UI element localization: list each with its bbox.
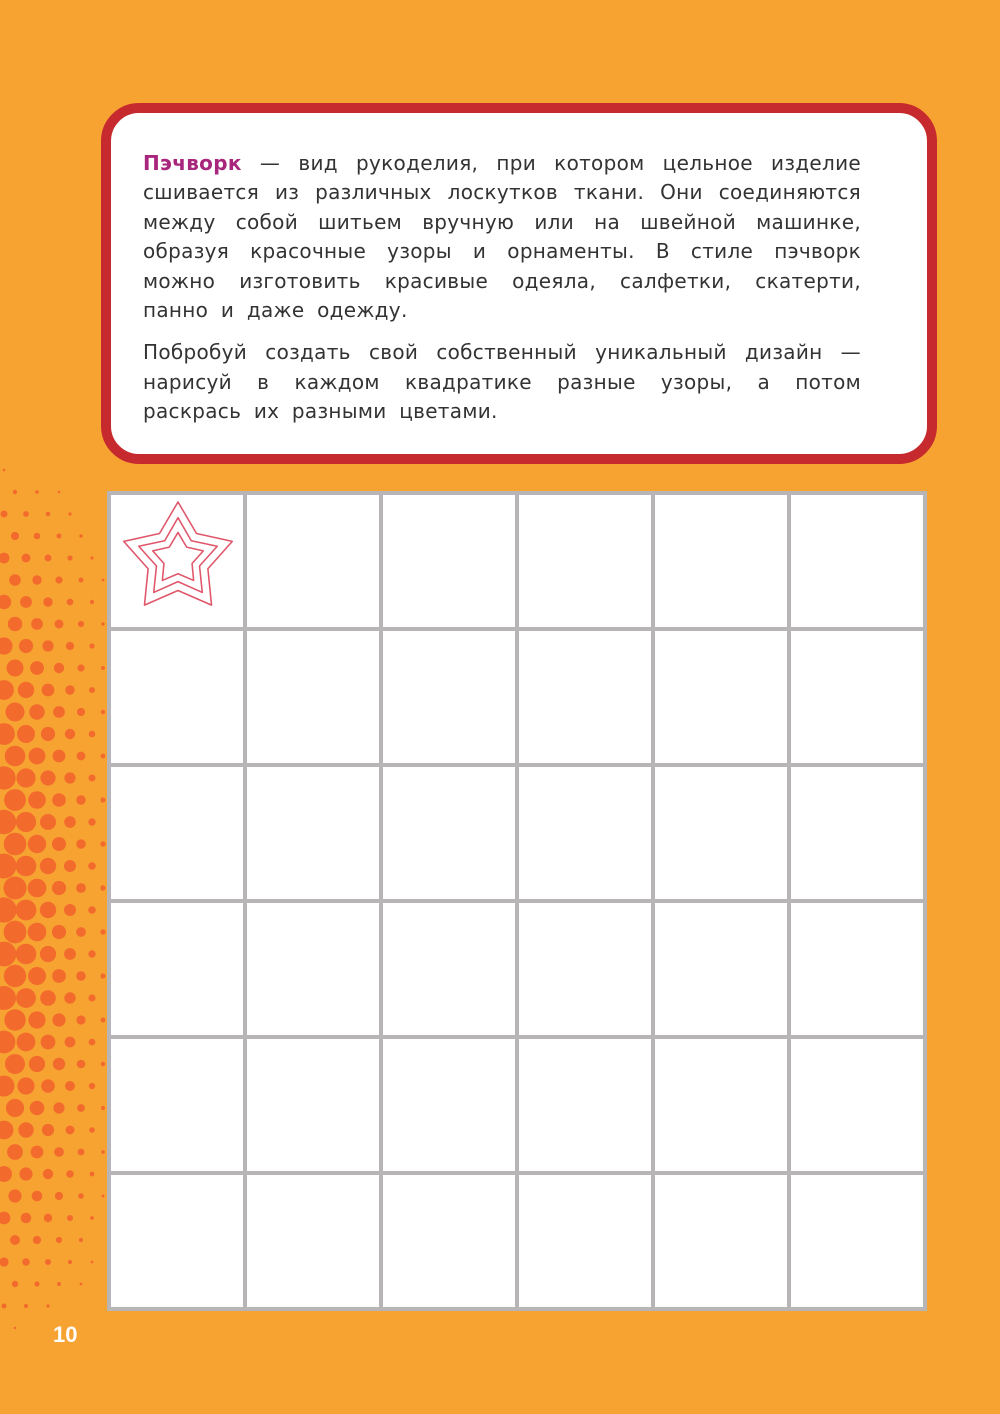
- halftone-dot: [41, 727, 55, 741]
- grid-cell[interactable]: [111, 767, 243, 899]
- halftone-dot: [7, 660, 24, 677]
- halftone-dot: [45, 555, 52, 562]
- halftone-dot: [0, 723, 15, 745]
- halftone-dot: [57, 534, 62, 539]
- grid-cell[interactable]: [791, 767, 923, 899]
- halftone-dot: [3, 469, 6, 472]
- halftone-dot: [89, 1083, 95, 1089]
- grid-cell[interactable]: [655, 1039, 787, 1171]
- halftone-dot: [17, 1077, 34, 1094]
- halftone-dot: [53, 750, 66, 763]
- grid-cell[interactable]: [519, 631, 651, 763]
- halftone-dot: [66, 1126, 75, 1135]
- halftone-dot: [90, 556, 93, 559]
- halftone-dot: [31, 1146, 44, 1159]
- halftone-dot: [11, 532, 19, 540]
- grid-cell[interactable]: [383, 1175, 515, 1307]
- halftone-dot: [88, 862, 96, 870]
- halftone-dot: [19, 1167, 32, 1180]
- halftone-dot: [100, 885, 105, 890]
- halftone-dot: [88, 950, 95, 957]
- grid-cell[interactable]: [655, 631, 787, 763]
- halftone-dot: [80, 1283, 83, 1286]
- halftone-dot: [30, 1101, 45, 1116]
- grid-cell[interactable]: [655, 903, 787, 1035]
- halftone-dot: [101, 1150, 105, 1154]
- halftone-dot: [65, 1037, 76, 1048]
- halftone-dot: [79, 578, 84, 583]
- grid-cell[interactable]: [383, 495, 515, 627]
- halftone-dot: [67, 1215, 73, 1221]
- grid-cell[interactable]: [655, 495, 787, 627]
- halftone-dot: [65, 729, 75, 739]
- halftone-dot: [89, 1127, 95, 1133]
- halftone-dot: [66, 642, 74, 650]
- halftone-dot: [0, 1166, 12, 1182]
- term-patchwork: Пэчворк: [143, 151, 242, 175]
- halftone-dot: [64, 904, 76, 916]
- halftone-dot: [0, 553, 9, 564]
- halftone-dot: [55, 620, 64, 629]
- halftone-dot: [88, 994, 95, 1001]
- halftone-dot: [0, 854, 17, 879]
- grid-cell[interactable]: [247, 903, 379, 1035]
- halftone-dot: [58, 491, 61, 494]
- halftone-dot: [17, 725, 35, 743]
- grid-cell[interactable]: [791, 1039, 923, 1171]
- halftone-dot: [67, 599, 74, 606]
- halftone-dot: [28, 1011, 45, 1028]
- grid-cell[interactable]: [247, 767, 379, 899]
- halftone-dot: [21, 1213, 32, 1224]
- halftone-dot: [0, 1031, 15, 1054]
- halftone-dot: [4, 789, 26, 811]
- halftone-dot: [28, 791, 46, 809]
- halftone-dot: [35, 490, 39, 494]
- halftone-dot: [40, 946, 56, 962]
- halftone-dot: [64, 772, 75, 783]
- halftone-dot: [90, 1216, 94, 1220]
- halftone-dot: [79, 534, 82, 537]
- halftone-dot: [76, 1015, 85, 1024]
- halftone-dot: [40, 902, 56, 918]
- halftone-dot: [43, 1169, 53, 1179]
- halftone-dot: [52, 837, 66, 851]
- halftone-dot: [33, 1236, 41, 1244]
- halftone-dot: [88, 906, 96, 914]
- halftone-dot: [100, 797, 105, 802]
- halftone-dot: [4, 921, 27, 944]
- halftone-dot: [53, 1102, 64, 1113]
- halftone-dot: [101, 1106, 105, 1110]
- halftone-dot: [17, 1033, 36, 1052]
- halftone-dot: [64, 860, 76, 872]
- halftone-dot: [78, 1193, 84, 1199]
- halftone-dot: [64, 992, 75, 1003]
- halftone-dot: [90, 1172, 95, 1177]
- halftone-dot: [8, 617, 22, 631]
- grid-cell[interactable]: [383, 903, 515, 1035]
- halftone-dot: [40, 990, 56, 1006]
- halftone-dot: [40, 770, 55, 785]
- halftone-dot: [100, 973, 105, 978]
- halftone-dot: [65, 685, 74, 694]
- halftone-dot: [57, 1282, 61, 1286]
- grid-cell[interactable]: [791, 631, 923, 763]
- halftone-dot: [89, 643, 94, 648]
- halftone-dot: [18, 1122, 33, 1137]
- halftone-dot: [68, 1260, 72, 1264]
- halftone-dot: [53, 706, 65, 718]
- grid-cell[interactable]: [111, 1175, 243, 1307]
- halftone-dot: [24, 1304, 28, 1308]
- grid-cell[interactable]: [383, 631, 515, 763]
- halftone-dot: [89, 775, 96, 782]
- halftone-dot: [16, 768, 35, 787]
- grid-cell[interactable]: [383, 1039, 515, 1171]
- halftone-dot: [0, 595, 11, 609]
- halftone-dot: [16, 944, 37, 965]
- halftone-dot: [89, 687, 95, 693]
- halftone-dot: [10, 1235, 20, 1245]
- halftone-dot: [0, 1121, 13, 1140]
- page-number: 10: [53, 1322, 78, 1347]
- grid-cell[interactable]: [519, 1175, 651, 1307]
- halftone-dot: [68, 512, 71, 515]
- halftone-dot: [64, 948, 76, 960]
- definition-text: — вид рукоделия, при котором цельное изделие сшивается из различных лоскутков ткани. Они соединяются между собой шитьем вручную или на швейной машинке, образуя красочные узоры и орнаменты. В стиле пэчворк можно изготовить красивые одеяла, салфетки, скатерти, панно и даже одежду.: [143, 151, 861, 323]
- grid-cell[interactable]: [111, 631, 243, 763]
- halftone-dot: [89, 731, 96, 738]
- halftone-dot: [45, 1259, 51, 1265]
- halftone-dot: [55, 576, 62, 583]
- halftone-dot: [30, 661, 44, 675]
- halftone-dot: [76, 795, 85, 804]
- halftone-dot: [0, 1257, 9, 1266]
- grid-cell[interactable]: [111, 1039, 243, 1171]
- grid-cell[interactable]: [247, 631, 379, 763]
- star-icon: [119, 501, 237, 617]
- halftone-dot: [91, 1261, 94, 1264]
- halftone-dot: [5, 746, 26, 767]
- definition-paragraph: [143, 149, 861, 325]
- halftone-dot: [34, 1281, 39, 1286]
- halftone-dot: [44, 1214, 52, 1222]
- halftone-dot: [2, 1304, 7, 1309]
- halftone-dot: [4, 877, 27, 900]
- grid-cell[interactable]: [519, 1039, 651, 1171]
- halftone-dot: [76, 883, 86, 893]
- info-box: [101, 103, 937, 464]
- halftone-dot: [77, 1104, 85, 1112]
- halftone-dot: [13, 490, 17, 494]
- halftone-dot: [40, 814, 56, 830]
- halftone-dot: [102, 579, 105, 582]
- halftone-dot: [29, 1056, 45, 1072]
- halftone-dot: [52, 793, 66, 807]
- halftone-dot: [41, 1079, 55, 1093]
- grid-cell[interactable]: [383, 767, 515, 899]
- halftone-dot: [54, 1147, 64, 1157]
- halftone-dot: [67, 555, 72, 560]
- halftone-dot: [101, 666, 105, 670]
- halftone-dot: [7, 1144, 23, 1160]
- halftone-dot: [4, 965, 26, 987]
- grid-cell[interactable]: [791, 1175, 923, 1307]
- halftone-dot: [52, 969, 66, 983]
- halftone-dot: [78, 1149, 85, 1156]
- halftone-dot: [0, 942, 16, 967]
- halftone-dot: [12, 1281, 18, 1287]
- halftone-dot: [46, 1304, 49, 1307]
- grid-cell[interactable]: [655, 1175, 787, 1307]
- halftone-dot: [0, 810, 16, 834]
- halftone-dot: [29, 748, 46, 765]
- halftone-dot: [0, 1212, 10, 1225]
- halftone-dot: [28, 923, 47, 942]
- halftone-dot: [6, 703, 25, 722]
- halftone-dot: [16, 856, 37, 877]
- halftone-dot: [31, 618, 43, 630]
- halftone-dot: [0, 897, 17, 922]
- halftone-dot: [42, 640, 53, 651]
- halftone-dot: [0, 766, 16, 789]
- halftone-dot: [77, 1060, 86, 1069]
- halftone-dot: [101, 1062, 106, 1067]
- halftone-dot: [29, 704, 44, 719]
- halftone-dot: [16, 988, 36, 1008]
- halftone-dot: [77, 664, 84, 671]
- halftone-dot: [100, 929, 105, 934]
- halftone-dot: [32, 1191, 43, 1202]
- halftone-dot: [54, 663, 64, 673]
- halftone-dot: [43, 597, 52, 606]
- halftone-dot: [101, 622, 104, 625]
- halftone-dot: [88, 818, 95, 825]
- halftone-dot: [32, 575, 41, 584]
- halftone-dot: [42, 684, 55, 697]
- halftone-dot: [1, 511, 8, 518]
- halftone-dot: [20, 596, 32, 608]
- grid-cell[interactable]: [655, 767, 787, 899]
- patchwork-grid: [107, 491, 927, 1311]
- halftone-dot: [4, 833, 27, 856]
- halftone-dot: [22, 1258, 30, 1266]
- halftone-dot: [100, 841, 105, 846]
- halftone-dot: [0, 1076, 15, 1097]
- halftone-dot: [46, 512, 51, 517]
- halftone-dot: [28, 879, 47, 898]
- grid-cell[interactable]: [247, 1039, 379, 1171]
- halftone-dot: [22, 554, 31, 563]
- halftone-dot: [77, 708, 85, 716]
- halftone-dot: [52, 925, 66, 939]
- halftone-dot: [0, 637, 13, 654]
- halftone-dot: [66, 1170, 74, 1178]
- halftone-dot: [0, 680, 14, 700]
- halftone-dot: [101, 754, 106, 759]
- halftone-dot: [23, 511, 29, 517]
- instruction-paragraph: Побробуй создать свой собственный уникальный дизайн — нарисуй в каждом квадратике разные узоры, а потом раскрась их разными цветами.: [143, 340, 861, 424]
- halftone-dot: [52, 881, 66, 895]
- halftone-dot: [78, 621, 84, 627]
- halftone-dot: [18, 682, 34, 698]
- grid-cell[interactable]: [519, 903, 651, 1035]
- halftone-dot: [8, 1189, 21, 1202]
- halftone-dot: [90, 600, 94, 604]
- grid-cell[interactable]: [247, 1175, 379, 1307]
- halftone-dot: [76, 927, 86, 937]
- halftone-dot: [40, 858, 56, 874]
- halftone-dot: [0, 986, 16, 1010]
- grid-cell[interactable]: [791, 903, 923, 1035]
- halftone-dot: [56, 1237, 62, 1243]
- halftone-dot: [14, 1327, 16, 1329]
- halftone-dot: [4, 1009, 25, 1030]
- grid-cell[interactable]: [111, 903, 243, 1035]
- grid-cell[interactable]: [247, 495, 379, 627]
- halftone-dot: [28, 967, 46, 985]
- grid-cell[interactable]: [519, 767, 651, 899]
- halftone-dot: [77, 752, 86, 761]
- halftone-dot: [102, 1195, 105, 1198]
- halftone-dot: [76, 971, 86, 981]
- grid-cell[interactable]: [111, 495, 243, 627]
- halftone-dot: [55, 1192, 63, 1200]
- halftone-dot: [5, 1054, 25, 1074]
- halftone-dot: [76, 839, 86, 849]
- halftone-dot: [34, 533, 41, 540]
- halftone-dot: [42, 1124, 54, 1136]
- grid-cell[interactable]: [519, 495, 651, 627]
- halftone-dot: [41, 1035, 56, 1050]
- halftone-dot: [16, 900, 37, 921]
- halftone-dot: [64, 816, 76, 828]
- halftone-dot: [101, 1018, 106, 1023]
- halftone-dot: [19, 639, 33, 653]
- halftone-dot: [79, 1238, 83, 1242]
- grid-cell[interactable]: [791, 495, 923, 627]
- halftone-dot: [9, 574, 21, 586]
- halftone-dot: [28, 835, 46, 853]
- halftone-dot: [52, 1013, 65, 1026]
- halftone-dot: [16, 812, 36, 832]
- halftone-dot: [65, 1081, 75, 1091]
- halftone-dot: [53, 1058, 65, 1070]
- halftone-dot: [6, 1099, 24, 1117]
- halftone-dot: [89, 1039, 96, 1046]
- halftone-dot: [101, 710, 105, 714]
